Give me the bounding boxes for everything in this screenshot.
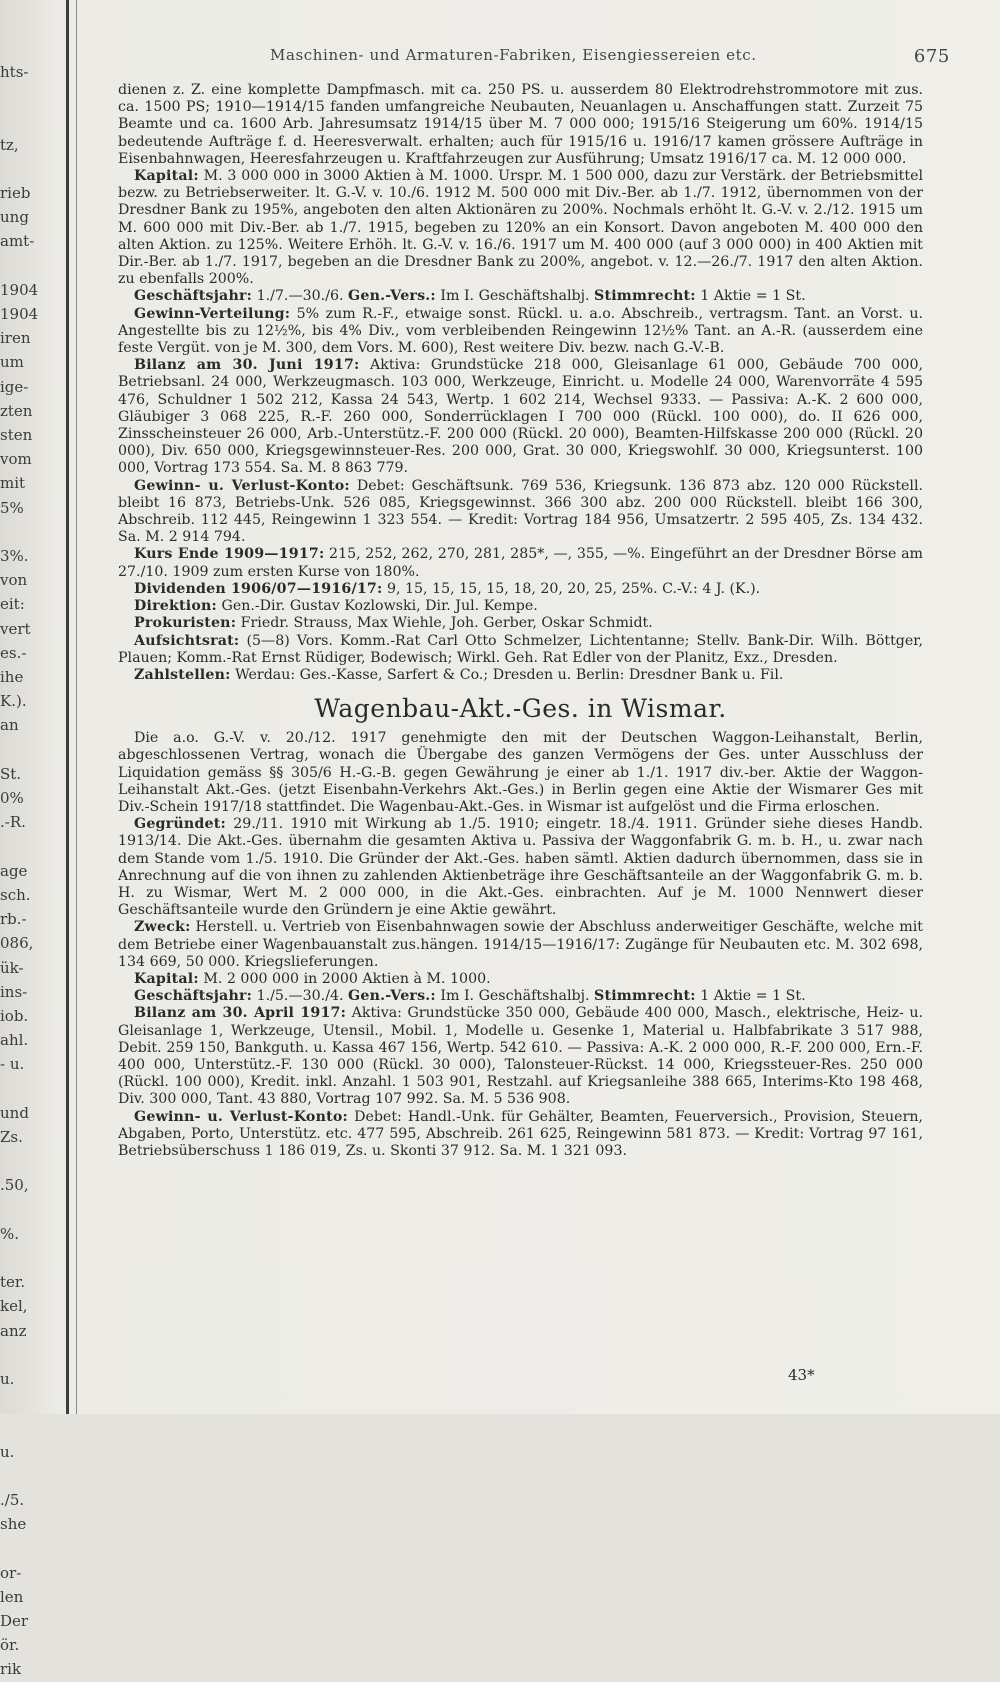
left-margin-fragment: K.). [0, 692, 27, 711]
stimmrecht2-text: 1 Aktie = 1 St. [700, 988, 806, 1005]
kurs-label: Kurs Ende 1909—1917: [134, 546, 325, 563]
left-margin-fragment: ige- [0, 377, 29, 396]
left-margin-fragment [0, 1246, 62, 1270]
left-margin-fragment: St. [0, 764, 22, 783]
left-margin-fragment: und [0, 1103, 29, 1122]
left-margin-fragment: um [0, 353, 24, 372]
direktion-entry [118, 598, 923, 615]
left-margin-fragment: 1904 [0, 305, 39, 324]
kurs-text: 215, 252, 262, 270, 281, 285*, —, 355, —%. Eingeführt an der Dresdner Börse am 27./10. 1909 zum ersten Kurse von 180%. [118, 546, 923, 580]
left-margin-fragment: rik [0, 1660, 22, 1679]
guv2-text: Debet: Handl.-Unk. für Gehälter, Beamten, Feuerversich., Provision, Steuern, Abgaben, Porto, Unterstütz. etc. 477 595, Abschreib. 261 625, Reingewinn 581 873. — Kredit: Vortrag 97 161, Betriebsüberschuss 1 186 019, Zs. u. Skonti 37 912. Sa. M. 1 321 093. [118, 1108, 924, 1159]
left-margin-cut-text [0, 60, 62, 1679]
left-margin-fragment [0, 1415, 62, 1439]
prokuristen-text: Friedr. Strauss, Max Wiehle, Joh. Gerber, Oskar Schmidt. [240, 615, 653, 632]
left-margin-fragment: 0% [0, 789, 24, 808]
left-margin-fragment [0, 835, 62, 859]
company-description: dienen z. Z. eine komplette Dampfmasch. mit ca. 250 PS. u. ausserdem 80 Elektrodrehstrommotore mit zus. ca. 1500 PS; 1910—1914/15 fanden umfangreiche Neubauten, Neuanlagen u. Anschaffungen statt. Zurzeit 75 Beamte und ca. 1600 Arb. Jahresumsatz 1914/15 über M. 7 000 000; 1915/16 Steigerung um 60%. 1914/15 bedeutende Aufträge f. d. Heeresverwalt. erhalten; auch für 1915/16 u. 1916/17 kamen grössere Aufträge in Eisenbahnwagen, Heeresfahrzeugen u. Kraftfahrzeugen zur Ausführung; Umsatz 1916/17 ca. M. 12 000 000. [118, 82, 923, 167]
geschaeftsjahr2-text: 1./5.—30./4. [256, 988, 344, 1005]
running-header [270, 46, 950, 67]
section-title: Wagenbau-Akt.-Ges. in Wismar. [314, 694, 727, 724]
left-margin-fragment: vom [0, 450, 32, 469]
zahlstellen-entry [118, 667, 923, 684]
left-margin-fragment: iob. [0, 1006, 29, 1025]
geschaeftsjahr2-entry [118, 988, 923, 1005]
left-margin-fragment: ung [0, 208, 29, 227]
kapital-entry [118, 168, 923, 288]
left-margin-fragment: ter. [0, 1273, 26, 1292]
left-margin-fragment: rb.- [0, 910, 27, 929]
stimmrecht2-label: Stimmrecht: [594, 988, 696, 1005]
left-margin-fragment: ./5. [0, 1490, 25, 1509]
gewinn-verteilung-label: Gewinn-Verteilung: [134, 305, 291, 322]
left-margin-fragment: hts- [0, 63, 29, 81]
left-margin-fragment: .-R. [0, 813, 26, 832]
guv-label: Gewinn- u. Verlust-Konto: [134, 477, 350, 494]
left-margin-fragment: vert [0, 619, 31, 638]
left-margin-fragment: 086, [0, 934, 34, 953]
left-margin-fragment [0, 84, 62, 108]
left-margin-fragment [0, 520, 62, 544]
section2-intro: Die a.o. G.-V. v. 20./12. 1917 genehmigte den mit der Deutschen Waggon-Leihanstalt, Berlin, abgeschlossenen Vertrag, wonach die Übergabe des ganzen Vermögens der Ges. unter Ausschluss der Liquidation gemäss §§ 305/6 H.-G.-B. gegen Gewährung je einer ab 1./1. 1917 div.-ber. Aktie der Waggon-Leihanstalt Akt.-Ges. (jetzt Eisenbahn-Verkehrs Akt.-Ges.) in Berlin gegen eine Aktie der Wismarer Ges mit Div.-Schein 1917/18 stattfindet. Die Wagenbau-Akt.-Ges. in Wismar ist aufgelöst und die Firma erloschen. [118, 730, 923, 815]
geschaeftsjahr-text: 1./7.—30./6. [256, 288, 344, 305]
zweck-text: Herstell. u. Vertrieb von Eisenbahnwagen sowie der Abschluss anderweitiger Geschäfte, welche mit dem Betriebe einer Wagenbauanstalt zus.hängen. 1914/15—1916/17: Zugänge für Neubauten etc. M. 302 698, 134 669, 50 000. Kriegslieferungen. [118, 919, 923, 970]
left-margin-fragment: she [0, 1515, 27, 1534]
left-margin-fragment [0, 1077, 62, 1101]
left-margin-fragment [0, 1343, 62, 1367]
left-margin-fragment: sten [0, 426, 33, 445]
left-margin-fragment: 3%. [0, 547, 29, 566]
kapital-label: Kapital: [134, 168, 199, 185]
gegruendet-label: Gegründet: [134, 816, 226, 833]
left-margin-fragment: Zs. [0, 1127, 23, 1146]
direktion-text: Gen.-Dir. Gustav Kozlowski, Dir. Jul. Kempe. [221, 598, 538, 615]
left-margin-fragment [0, 1149, 62, 1173]
left-margin-fragment: %. [0, 1224, 20, 1243]
gen-vers-label: Gen.-Vers.: [348, 288, 436, 305]
geschaeftsjahr-entry [118, 288, 923, 305]
left-margin-fragment [0, 157, 62, 181]
signature-mark: 43* [788, 1366, 815, 1384]
stimmrecht-text: 1 Aktie = 1 St. [700, 288, 806, 305]
prokuristen-entry [118, 615, 923, 632]
left-margin-fragment: .50, [0, 1176, 29, 1195]
left-margin-fragment [0, 1464, 62, 1488]
left-margin-fragment: an [0, 716, 19, 735]
guv-text: Debet: Geschäftsunk. 769 536, Kriegsunk. 136 873 abz. 120 000 Rückstell. bleibt 16 873, Betriebs-Unk. 526 085, Kriegsgewinnst. 366 300 abz. 200 000 Rückstell. bleibt 166 300, Abschreib. 112 445, Reingewinn 1 323 554. — Kredit: Vortrag 184 956, Umsatzertr. 2 595 405, Zs. 134 432. Sa. M. 2 914 794. [118, 477, 923, 546]
direktion-label: Direktion: [134, 598, 217, 615]
geschaeftsjahr-label: Geschäftsjahr: [134, 288, 253, 305]
left-margin-fragment: 5% [0, 498, 24, 517]
left-margin-fragment: u. [0, 1442, 15, 1461]
left-margin-fragment: kel, [0, 1297, 28, 1316]
gen-vers2-text: Im I. Geschäftshalbj. [440, 988, 590, 1005]
left-margin-fragment: ahl. [0, 1031, 29, 1050]
page-number: 675 [913, 46, 950, 67]
bilanz-label: Bilanz am 30. Juni 1917: [134, 357, 360, 374]
left-margin-fragment: zten [0, 401, 33, 420]
prokuristen-label: Prokuristen: [134, 615, 237, 632]
guv-entry [118, 478, 923, 547]
zahlstellen-text: Werdau: Ges.-Kasse, Sarfert & Co.; Dresden u. Berlin: Dresdner Bank u. Fil. [235, 666, 784, 683]
dividenden-entry [118, 581, 923, 598]
kapital2-entry [118, 971, 923, 988]
geschaeftsjahr2-label: Geschäftsjahr: [134, 988, 253, 1005]
zahlstellen-label: Zahlstellen: [134, 666, 231, 683]
left-margin-fragment [0, 254, 62, 278]
guv2-entry [118, 1109, 923, 1161]
left-margin-fragment [0, 1536, 62, 1560]
gen-vers2-label: Gen.-Vers.: [348, 988, 436, 1005]
kapital2-text: M. 2 000 000 in 2000 Aktien à M. 1000. [203, 970, 491, 987]
aufsichtsrat-entry [118, 633, 923, 667]
left-margin-fragment: ör. [0, 1636, 20, 1655]
gutter-rule-thin [76, 0, 77, 1414]
left-margin-fragment: von [0, 571, 28, 590]
zweck-entry [118, 919, 923, 971]
page-content [118, 82, 923, 1160]
left-margin-fragment [0, 1391, 62, 1415]
zweck-label: Zweck: [134, 919, 191, 936]
left-margin-fragment [0, 1198, 62, 1222]
bilanz-entry [118, 357, 923, 477]
bilanz2-label: Bilanz am 30. April 1917: [134, 1005, 347, 1022]
guv2-label: Gewinn- u. Verlust-Konto: [134, 1108, 348, 1125]
left-margin-fragment: es.- [0, 643, 27, 662]
gutter-rule [66, 0, 69, 1414]
left-margin-fragment: mit [0, 474, 26, 493]
stimmrecht-label: Stimmrecht: [594, 288, 696, 305]
kapital-text: M. 3 000 000 in 3000 Aktien à M. 1000. Urspr. M. 1 500 000, dazu zur Verstärk. der Betriebsmittel bezw. zu Betriebserweiter. lt. G.-V. v. 10./6. 1912 M. 500 000 mit Div.-Ber. ab 1./7. 1912, übernommen von der Dresdner Bank zu 195%, angeboten den alten Aktionären zu 200%. Nochmals erhöht lt. G.-V. v. 2./12. 1915 um M. 600 000 mit Div.-Ber. ab 1./7. 1915, begeben zu 120% an ein Konsort. Davon angeboten M. 400 000 den alten Aktion. zu 125%. Weitere Erhöh. lt. G.-V. v. 16./6. 1917 um M. 400 000 (auf 3 000 000) in 400 Aktien mit Dir.-Ber. ab 1./7. 1917, begeben an die Dresdner Bank zu 200%, angebot. v. 12.—26./7. 1917 den alten Aktion. zu ebenfalls 200%. [118, 168, 924, 288]
kurs-entry [118, 546, 923, 580]
left-margin-fragment: amt- [0, 232, 35, 251]
gewinn-verteilung-entry [118, 306, 923, 358]
dividenden-label: Dividenden 1906/07—1916/17: [134, 580, 383, 597]
gen-vers-text: Im I. Geschäftshalbj. [440, 288, 590, 305]
left-margin-fragment: ük- [0, 958, 24, 977]
left-margin-fragment: tz, [0, 135, 19, 154]
left-margin-fragment: u. [0, 1369, 15, 1388]
left-margin-fragment: 1904 [0, 280, 39, 299]
left-margin-fragment [0, 108, 62, 132]
bilanz2-entry [118, 1005, 923, 1108]
left-margin-fragment [0, 738, 62, 762]
left-margin-fragment: anz [0, 1321, 27, 1340]
gegruendet-entry [118, 816, 923, 919]
gegruendet-text: 29./11. 1910 mit Wirkung ab 1./5. 1910; eingetr. 18./4. 1911. Gründer siehe dieses Handb. 1913/14. Die Akt.-Ges. übernahm die gesamten Aktiva u. Passiva der Waggonfabrik G. m. b. H., u. zwar nach dem Stande vom 1./5. 1910. Die Gründer der Akt.-Ges. haben sämtl. Aktien dadurch übernommen, dass sie in Anrechnung auf die von ihnen zu zahlenden Aktienbeträge ihre Geschäftsanteile an der Waggonfabrik G. m. b. H. zu Wismar, Wert M. 2 000 000, in die Akt.-Ges. einbrachten. Auf je M. 1000 Nennwert dieser Geschäftsanteile wurde den Gründern je eine Aktie gewährt. [118, 816, 923, 919]
left-margin-fragment: ihe [0, 668, 24, 687]
left-margin-fragment: sch. [0, 885, 31, 904]
left-margin-fragment: eit: [0, 595, 25, 614]
left-margin-fragment: or- [0, 1563, 22, 1582]
left-margin-fragment: Der [0, 1612, 29, 1630]
bilanz2-text: Aktiva: Grundstücke 350 000, Gebäude 400 000, Masch., elektrische, Heiz- u. Gleisanlage 1, Werkzeuge, Utensil., Mobil. 1, Modelle u. Gesenke 1, Material u. Halbfabrikate 3 517 988, Debit. 259 150, Bankguth. u. Kassa 467 156, Wertp. 542 610. — Passiva: A.-K. 2 000 000, R.-F. 200 000, Ern.-F. 400 000, Unterstütz.-F. 130 000 (Rückl. 30 000), Talonsteuer-Rückst. 14 000, Kriegssteuer-Res. 250 000 (Rückl. 100 000), Kredit. inkl. Anzahl. 1 503 901, Restzahl. auf Kriegsanleihe 388 665, Interims-Kto 198 468, Div. 300 000, Tant. 43 880, Vortrag 107 992. Sa. M. 5 536 908. [118, 1005, 924, 1108]
left-margin-fragment: age [0, 861, 28, 880]
left-margin-fragment: iren [0, 329, 31, 348]
left-margin-fragment: - u. [0, 1055, 25, 1074]
left-margin-fragment: len [0, 1587, 24, 1606]
gewinn-verteilung-text: 5% zum R.-F., etwaige sonst. Rückl. u. a.o. Abschreib., vertragsm. Tant. an Vorst. u. Angestellte bis zu 12½%, bis 4% Div., vom verbleibenden Reingewinn 12½% Tant. an A.-R. (ausserdem eine feste Vergüt. von je M. 300, dem Vors. M. 600), Rest weitere Div. bezw. nach G.-V.-B. [118, 305, 923, 357]
left-margin-fragment: rieb [0, 184, 31, 203]
aufsichtsrat-text: (5—8) Vors. Komm.-Rat Carl Otto Schmelzer, Lichtentanne; Stellv. Bank-Dir. Wilh. Böttger, Plauen; Komm.-Rat Ernst Rüdiger, Bodewisch; Wirkl. Geh. Rat Edler von der Planitz, Exz., Dresden. [118, 632, 923, 666]
kapital2-label: Kapital: [134, 970, 199, 987]
bilanz-text: Aktiva: Grundstücke 218 000, Gleisanlage 61 000, Gebäude 700 000, Betriebsanl. 24 000, Werkzeugmasch. 103 000, Werkzeuge, Einricht. u. Modelle 24 000, Warenvorräte 4 595 476, Schuldner 1 502 212, Kassa 24 543, Wertp. 1 602 214, Wechsel 9333. — Passiva: A.-K. 2 600 000, Gläubiger 3 068 225, R.-F. 260 000, Sonderrücklagen I 700 000 (Rückl. 100 000), do. II 626 000, Zinsscheinsteuer 26 000, Arb.-Unterstütz.-F. 200 000 (Rückl. 20 000), Beamten-Hilfskasse 200 000 (Rückl. 20 000), Div. 650 000, Kriegsgewinnsteuer-Res. 200 000, Grat. 30 000, Kriegswohlf. 30 000, Kriegsunterst. 100 000, Vortrag 173 554. Sa. M. 8 863 779. [118, 357, 923, 477]
running-title: Maschinen- und Armaturen-Fabriken, Eisengiessereien etc. [270, 46, 757, 64]
dividenden-text: 9, 15, 15, 15, 15, 18, 20, 20, 25, 25%. C.-V.: 4 J. (K.). [386, 580, 761, 597]
aufsichtsrat-label: Aufsichtsrat: [134, 632, 240, 649]
left-margin-fragment: ins- [0, 982, 28, 1001]
